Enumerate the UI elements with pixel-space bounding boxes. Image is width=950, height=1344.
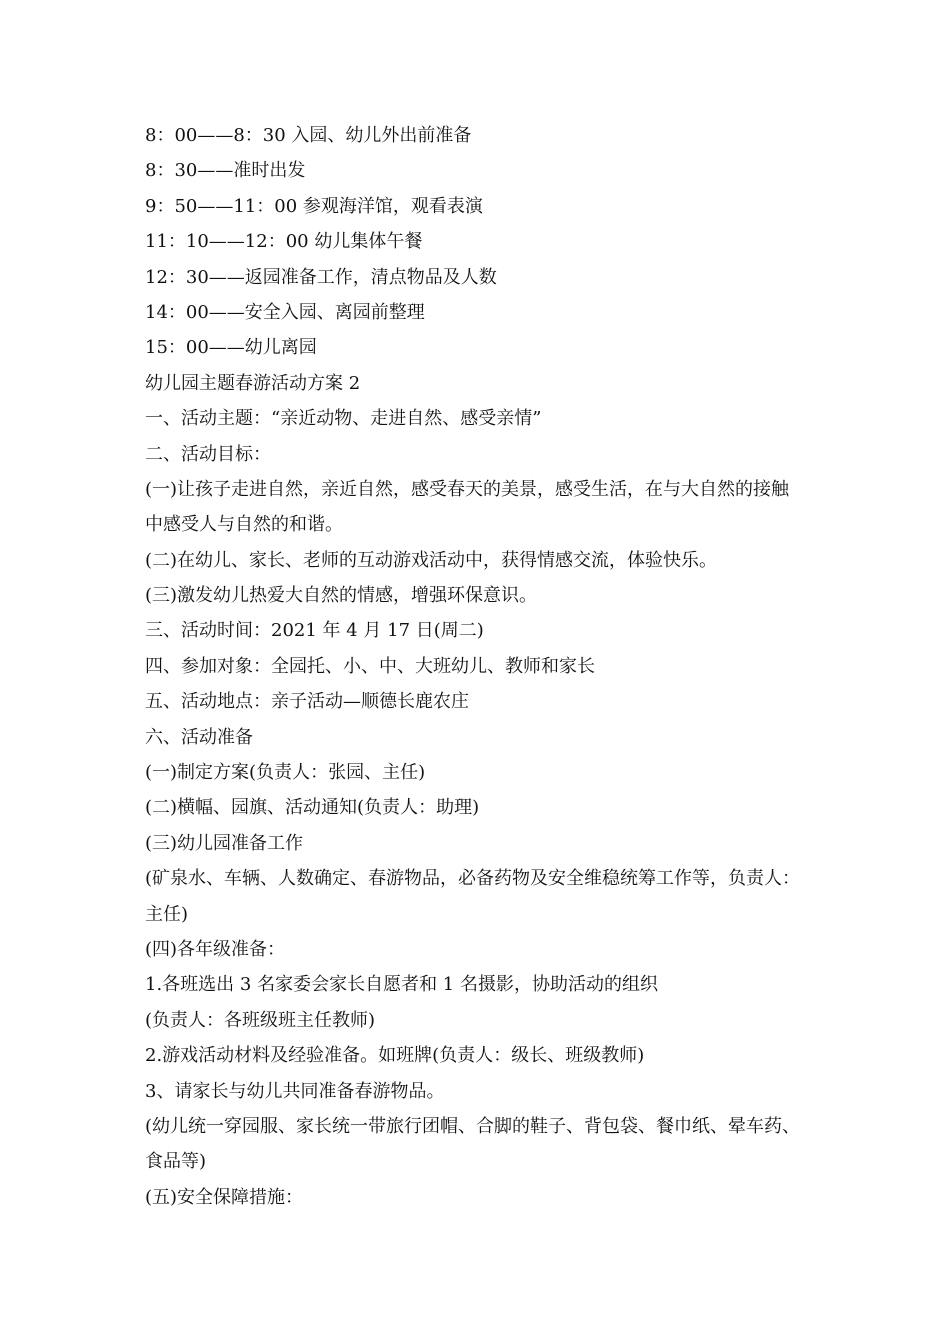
preparation-heading: 六、活动准备 — [145, 726, 253, 748]
activity-location: 五、活动地点：亲子活动—顺德长鹿农庄 — [145, 691, 469, 713]
schedule-line-3: 9：50——11：00 参观海洋馆，观看表演 — [145, 195, 483, 217]
grade-prep-3: 3、请家长与幼儿共同准备春游物品。 — [145, 1080, 445, 1102]
schedule-line-7: 15：00——幼儿离园 — [145, 337, 317, 359]
prep-item-3-detail-line-2: 主任) — [145, 903, 189, 925]
prep-item-1: (一)制定方案(负责人：张园、主任) — [145, 762, 426, 784]
document-body — [145, 118, 815, 1215]
prep-item-3: (三)幼儿园准备工作 — [145, 832, 304, 854]
schedule-line-4: 11：10——12：00 幼儿集体午餐 — [145, 231, 423, 253]
prep-item-2: (二)横幅、园旗、活动通知(负责人：助理) — [145, 797, 480, 819]
activity-theme: 一、活动主题：“亲近动物、走进自然、感受亲情” — [145, 408, 542, 430]
schedule-line-5: 12：30——返园准备工作，清点物品及人数 — [145, 266, 497, 288]
schedule-line-6: 14：00——安全入园、离园前整理 — [145, 301, 425, 323]
goal-3: (三)激发幼儿热爱大自然的情感，增强环保意识。 — [145, 585, 538, 607]
prep-item-4: (四)各年级准备： — [145, 938, 286, 960]
grade-prep-1-owner: (负责人：各班级班主任教师) — [145, 1009, 376, 1031]
goal-2: (二)在幼儿、家长、老师的互动游戏活动中，获得情感交流，体验快乐。 — [145, 549, 718, 571]
grade-prep-2: 2.游戏活动材料及经验准备。如班牌(负责人：级长、班级教师) — [145, 1045, 645, 1067]
grade-prep-3-detail-line-1: (幼儿统一穿园服、家长统一带旅行团帽、合脚的鞋子、背包袋、餐巾纸、晕车药、 — [145, 1115, 801, 1137]
participants: 四、参加对象：全园托、小、中、大班幼儿、教师和家长 — [145, 655, 595, 677]
prep-item-5: (五)安全保障措施： — [145, 1186, 304, 1208]
goal-1-line-1: (一)让孩子走进自然，亲近自然，感受春天的美景，感受生活，在与大自然的接触 — [145, 478, 790, 500]
section-title: 幼儿园主题春游活动方案 2 — [145, 372, 361, 394]
schedule-line-2: 8：30——准时出发 — [145, 160, 306, 182]
goal-1-line-2: 中感受人与自然的和谐。 — [145, 514, 343, 536]
activity-goals-heading: 二、活动目标： — [145, 443, 271, 465]
schedule-line-1: 8：00——8：30 入园、幼儿外出前准备 — [145, 125, 472, 146]
activity-time: 三、活动时间：2021 年 4 月 17 日(周二) — [145, 620, 484, 642]
prep-item-3-detail-line-1: (矿泉水、车辆、人数确定、春游物品，必备药物及安全维稳统筹工作等，负责人： — [145, 868, 801, 890]
grade-prep-1: 1.各班选出 3 名家委会家长自愿者和 1 名摄影，协助活动的组织 — [145, 974, 658, 996]
grade-prep-3-detail-line-2: 食品等) — [145, 1151, 207, 1173]
